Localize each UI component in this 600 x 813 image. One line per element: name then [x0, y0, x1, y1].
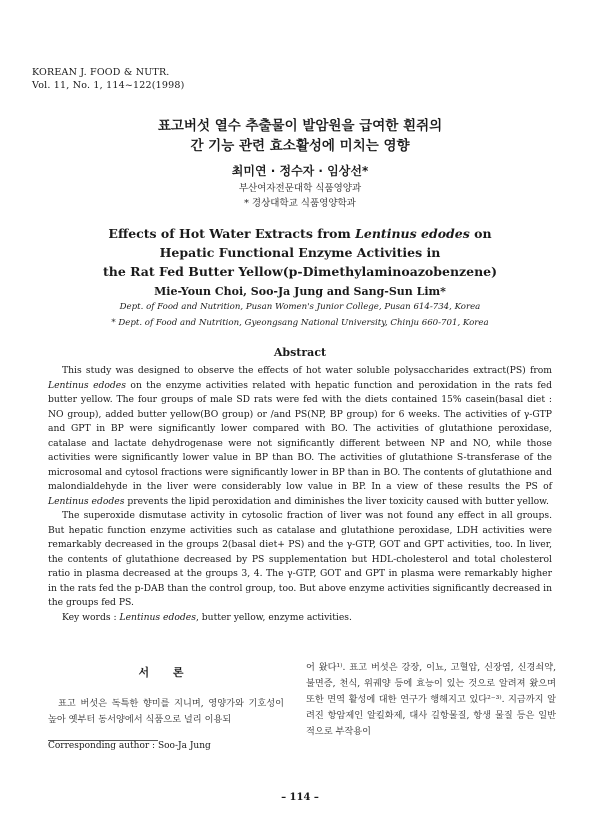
introduction-right-text: 어 왔다¹⁾. 표고 버섯은 강장, 이뇨, 고혈압, 신장염, 신경쇠약, 불면증, 천식, 위궤양 등에 효능이 있는 것으로 알려져 왔으며 또한 면역 활성에 대한 연구가 행해지고 있다²⁻³⁾. 지금까지 알려진 항암제인 알킬화제, 대사 길항물질, 항생 물질 등은 일반적으로 부작용이	[306, 662, 556, 737]
korean-affiliation-1: 부산여자전문대학 식품영양과	[238, 183, 362, 194]
abstract-heading: Abstract	[273, 346, 327, 359]
english-authors: Mie-Youn Choi, Soo-Ja Jung and Sang-Sun Lim*	[154, 285, 446, 298]
journal-volume: Vol. 11, No. 1, 114~122(1998)	[32, 80, 185, 91]
korean-title-line1: 표고버섯 열수 추출물이 발암원을 급여한 흰쥐의	[157, 118, 443, 134]
abstract-body	[48, 364, 552, 625]
page-number: – 114 –	[281, 792, 319, 803]
corresponding-author-footnote: Corresponding author : Soo-Ja Jung	[48, 741, 211, 751]
keywords: Key words : Lentinus edodes, butter yellow, enzyme activities.	[62, 611, 352, 623]
english-affiliation-2: * Dept. of Food and Nutrition, Gyeongsang National University, Chinju 660-701, Korea	[111, 318, 489, 328]
species-name: Lentinus edodes	[355, 226, 470, 241]
korean-title	[0, 116, 600, 156]
introduction-heading: 서 론	[138, 666, 194, 679]
english-title	[0, 224, 600, 281]
korean-affiliation-2: * 경상대학교 식품영양학과	[244, 198, 356, 209]
left-column	[48, 664, 284, 728]
abstract-paragraph-1: This study was designed to observe the effects of hot water soluble polysaccharides extract(PS) from Lentinus edodes on the enzyme activities related with hepatic function and peroxidation in the rats fed butter yellow. The four groups of male SD rats were fed with the diets contained 15% casein(basal diet : NO group), added butter yellow(BO group) or /and PS(NP, BP group) for 6 weeks. The activities of γ-GTP and GPT in BP were significantly lower compared with BO. The activities of glutathione peroxidase, catalase and lactate dehydrogenase were not significantly different between NP and NO, while those activities were significantly lower value in BP than BO. The activities of glutathione S-transferase of the microsomal and cytosol fractions were significantly lower in BP than in BO. The contents of glutathione and malondialdehyde in the liver were considerably low value in BP. In a view of these results the PS of Lentinus edodes prevents the lipid peroxidation and diminishes the liver toxicity caused with butter yellow.	[48, 365, 552, 507]
english-title-line1: Effects of Hot Water Extracts from Lentinus edodes on	[108, 226, 492, 241]
english-title-line3: the Rat Fed Butter Yellow(p-Dimethylaminoazobenzene)	[102, 264, 498, 279]
english-title-line2: Hepatic Functional Enzyme Activities in	[159, 245, 441, 260]
korean-authors: 최미연 · 정수자 · 임상선*	[231, 164, 369, 178]
introduction-left-text: 표고 버섯은 독특한 향미를 지니며, 영양가와 기호성이 높아 옛부터 동서양에서 식품으로 널리 이용되	[48, 698, 284, 725]
abstract-paragraph-2: The superoxide dismutase activity in cytosolic fraction of liver was not found any effect in all groups. But hepatic function enzyme activities such as catalase and glutathione peroxidase, LDH activities were remarkably decreased in the groups 2(basal diet+ PS) and the γ-GTP, GOT and GPT activities, too. In liver, the contents of glutathione decreased by PS supplementation but HDL-cholesterol and total cholesterol ratio in plasma decreased at the groups 3, 4. The γ-GTP, GOT and GPT in plasma were remarkably higher in the rats fed the p-DAB than the control group, too. But above enzyme activities significantly decreased in the groups fed PS.	[48, 510, 552, 608]
english-affiliation-1: Dept. of Food and Nutrition, Pusan Women's Junior College, Pusan 614-734, Korea	[119, 302, 481, 312]
journal-header	[32, 66, 185, 92]
journal-name: KOREAN J. FOOD & NUTR.	[32, 67, 170, 78]
korean-title-line2: 간 기능 관련 효소활성에 미치는 영향	[190, 138, 410, 154]
